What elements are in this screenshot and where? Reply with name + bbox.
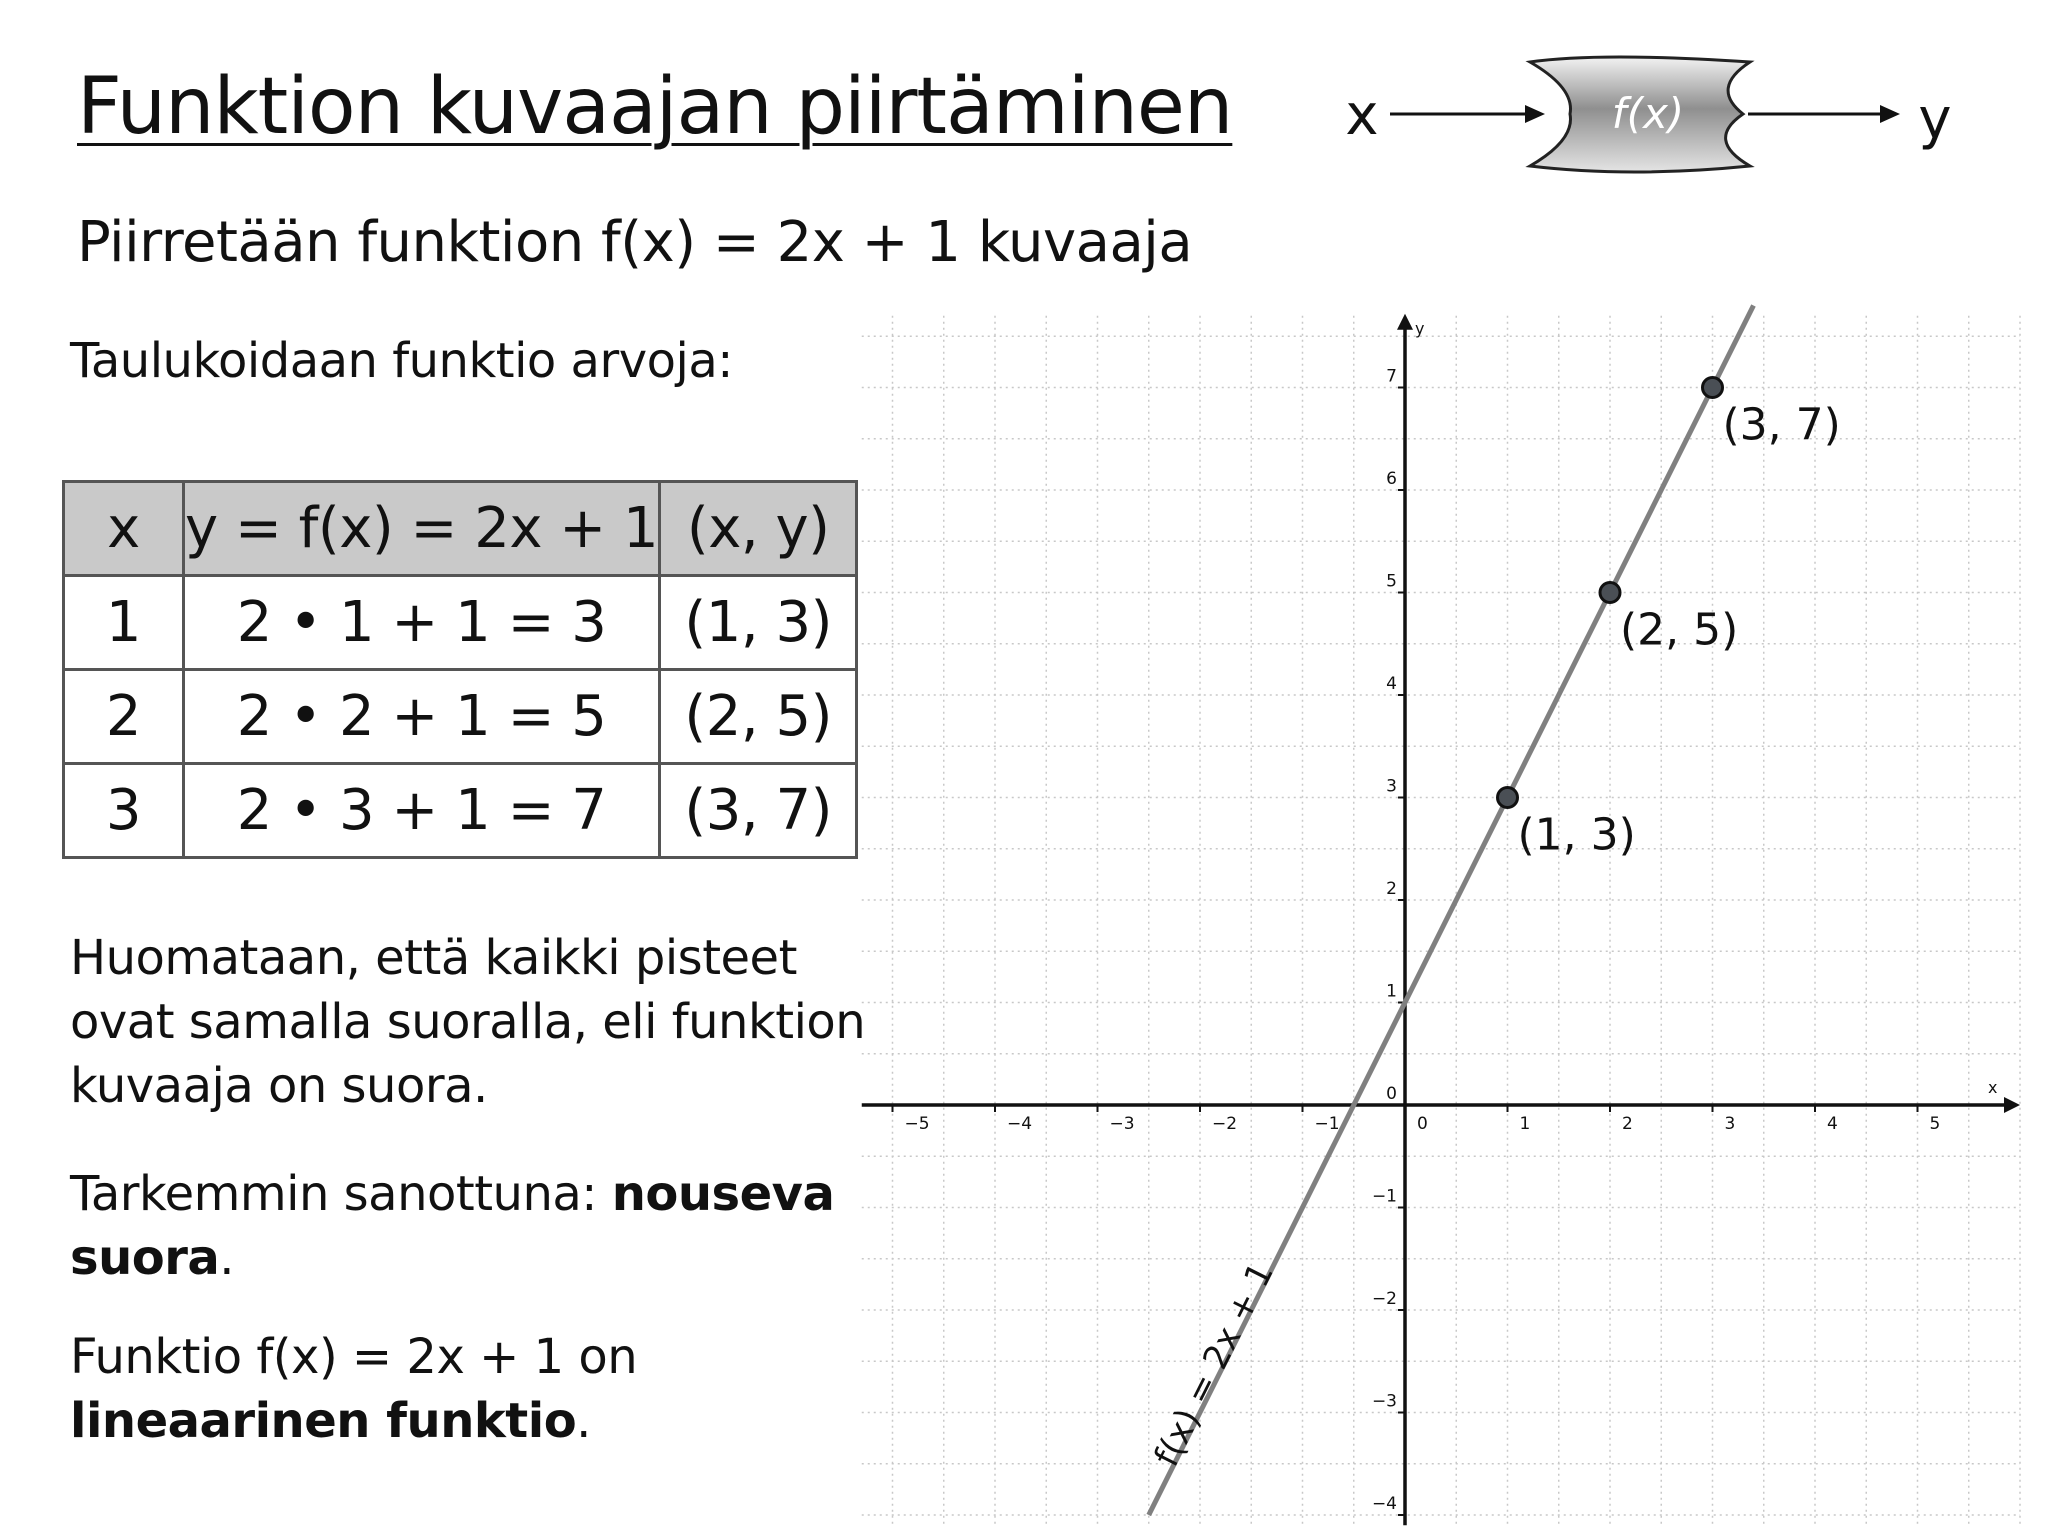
y-tick-label: 3 (1386, 776, 1397, 797)
x-tick-label: −4 (1007, 1114, 1033, 1134)
machine-function-label: f(x) (1611, 89, 1685, 138)
function-graph (840, 315, 2040, 1536)
emphasis-suora: suora (70, 1230, 220, 1286)
emphasis-nouseva: nouseva (611, 1166, 835, 1222)
observation-line: ovat samalla suoralla, eli funktion (70, 994, 866, 1050)
precise-statement-paragraph (70, 1162, 834, 1290)
input-arrowhead (1525, 105, 1545, 123)
y-tick-label: 6 (1386, 469, 1397, 489)
cell-calculation: 2 • 3 + 1 = 7 (184, 764, 660, 858)
y-tick-label: 4 (1386, 674, 1397, 694)
function-line-label: f(x) = 2x + 1 (1146, 1256, 1282, 1473)
cell-calculation: 2 • 2 + 1 = 5 (184, 670, 660, 764)
data-point-label: (3, 7) (1722, 399, 1841, 451)
cell-x: 1 (64, 576, 184, 670)
function-machine-diagram (1330, 40, 1990, 190)
cell-pair: (2, 5) (660, 670, 857, 764)
period: . (576, 1393, 591, 1449)
y-tick-label: 1 (1386, 981, 1397, 1002)
x-tick-label: 0 (1417, 1114, 1428, 1134)
y-tick-label: 0 (1386, 1084, 1397, 1104)
data-point (1703, 378, 1723, 398)
emphasis-linear-function: lineaarinen funktio (70, 1393, 577, 1449)
x-tick-label: 4 (1827, 1114, 1838, 1134)
precise-statement-text: Tarkemmin sanottuna: (70, 1166, 612, 1222)
data-point-label: (2, 5) (1620, 604, 1739, 656)
table-row (64, 764, 857, 858)
y-tick-label: 5 (1386, 571, 1397, 592)
table-row (64, 670, 857, 764)
x-tick-label: 2 (1622, 1114, 1633, 1134)
observation-line: kuvaaja on suora. (70, 1058, 488, 1114)
x-axis-arrowhead (2004, 1097, 2020, 1113)
y-tick-label: −1 (1371, 1186, 1397, 1207)
header-formula: y = f(x) = 2x + 1 (184, 482, 660, 576)
x-tick-label: −3 (1109, 1114, 1135, 1134)
data-point (1600, 583, 1620, 603)
y-tick-label: 2 (1386, 879, 1397, 899)
x-tick-label: 1 (1519, 1114, 1531, 1134)
x-tick-label: −2 (1212, 1114, 1238, 1134)
y-tick-label: −3 (1371, 1391, 1397, 1412)
data-point (1498, 788, 1518, 808)
cell-x: 3 (64, 764, 184, 858)
x-tick-label: −5 (904, 1114, 930, 1134)
y-tick-label: 7 (1386, 366, 1397, 387)
observation-line: Huomataan, että kaikki pisteet (70, 930, 797, 986)
data-point-label: (1, 3) (1517, 809, 1636, 861)
table-header-row (64, 482, 857, 576)
x-tick-label: −1 (1314, 1114, 1340, 1134)
period: . (219, 1230, 235, 1286)
machine-input-label: x (1345, 83, 1379, 148)
subtitle: Piirretään funktion f(x) = 2x + 1 kuvaaja (77, 210, 1193, 275)
values-table (62, 480, 858, 859)
output-arrowhead (1880, 105, 1900, 123)
header-x: x (64, 482, 184, 576)
cell-x: 2 (64, 670, 184, 764)
observation-paragraph (70, 926, 865, 1118)
tabulate-label: Taulukoidaan funktio arvoja: (70, 333, 733, 389)
x-axis-label: x (1988, 1078, 1998, 1097)
machine-output-label: y (1918, 87, 1952, 152)
cell-pair: (3, 7) (660, 764, 857, 858)
cell-pair: (1, 3) (660, 576, 857, 670)
linear-function-paragraph (70, 1325, 637, 1453)
page-title: Funktion kuvaajan piirtäminen (77, 62, 1233, 152)
x-tick-label: 3 (1724, 1114, 1736, 1134)
table-row (64, 576, 857, 670)
x-tick-label: 5 (1929, 1114, 1941, 1134)
cell-calculation: 2 • 1 + 1 = 3 (184, 576, 660, 670)
header-pair: (x, y) (660, 482, 857, 576)
linear-function-text: Funktio f(x) = 2x + 1 on (70, 1329, 638, 1385)
y-tick-label: −2 (1371, 1289, 1397, 1309)
y-axis-arrowhead (1397, 314, 1413, 330)
y-tick-label: −4 (1371, 1494, 1397, 1514)
y-axis-label: y (1415, 318, 1425, 338)
